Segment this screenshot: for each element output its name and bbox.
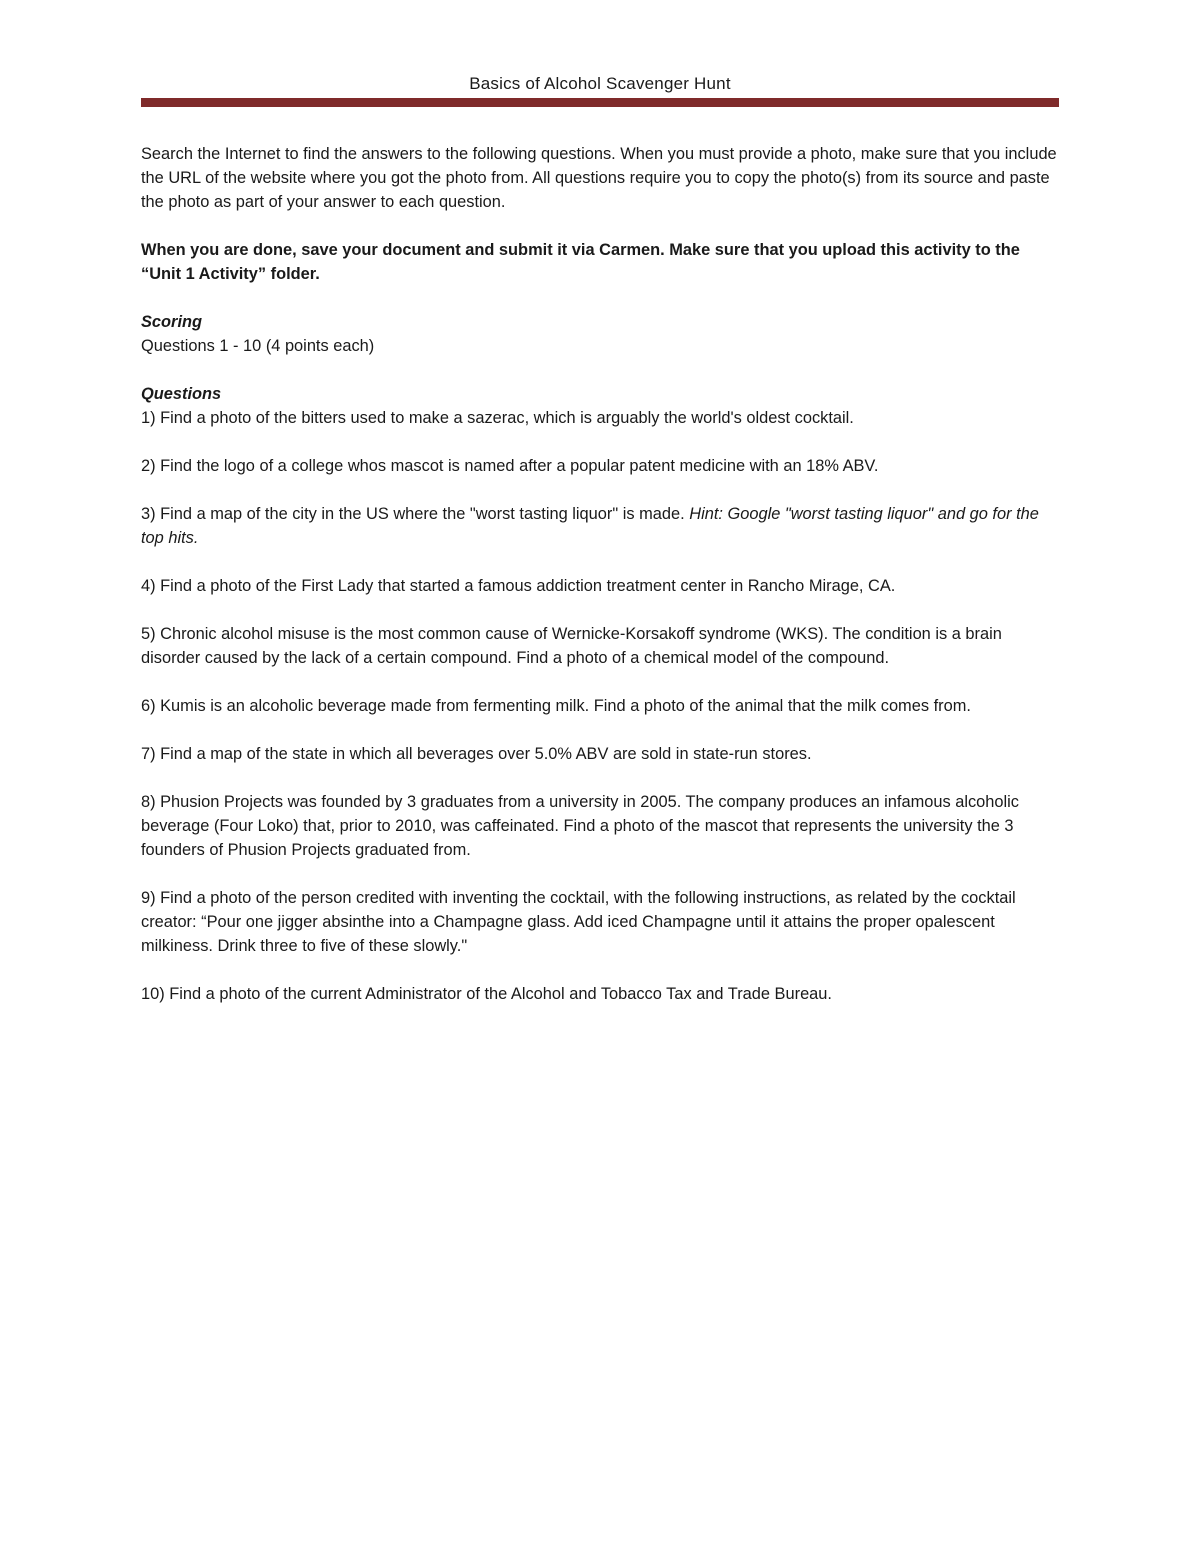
header-divider: [141, 98, 1059, 107]
question-9: 9) Find a photo of the person credited with inventing the cocktail, with the following instructions, as related by the cocktail creator: “Pour one jigger absinthe into a Champagne glass. Add iced Champagne until it attains the proper opalescent milkiness. Drink three to five of these slowly.": [141, 889, 1016, 955]
question-1: 1) Find a photo of the bitters used to make a sazerac, which is arguably the world's oldest cocktail.: [141, 409, 854, 427]
question-3-text: 3) Find a map of the city in the US where the "worst tasting liquor" is made.: [141, 505, 685, 523]
submission-instructions: When you are done, save your document and submit it via Carmen. Make sure that you upload this activity to the “Unit 1 Activity” folder.: [141, 241, 1020, 283]
document-header-title: Basics of Alcohol Scavenger Hunt: [469, 74, 731, 93]
question-3-hint: Hint: Google "worst tasting liquor" and go for the top hits.: [141, 505, 1039, 547]
question-4: 4) Find a photo of the First Lady that started a famous addiction treatment center in Rancho Mirage, CA.: [141, 577, 896, 595]
document-body: [141, 142, 1061, 1030]
question-5: 5) Chronic alcohol misuse is the most common cause of Wernicke-Korsakoff syndrome (WKS). The condition is a brain disorder caused by the lack of a certain compound. Find a photo of a chemical model of the compound.: [141, 625, 1002, 667]
question-8: 8) Phusion Projects was founded by 3 graduates from a university in 2005. The company produces an infamous alcoholic beverage (Four Loko) that, prior to 2010, was caffeinated. Find a photo of the mascot that represents the university the 3 founders of Phusion Projects graduated from.: [141, 793, 1020, 859]
questions-heading: Questions: [141, 385, 222, 403]
intro-paragraph: Search the Internet to find the answers to the following questions. When you must provide a photo, make sure that you include the URL of the website where you got the photo from. All questions require you to copy the photo(s) from its source and paste the photo as part of your answer to each question.: [141, 145, 1057, 211]
scoring-text: Questions 1 - 10 (4 points each): [141, 337, 375, 355]
scoring-heading: Scoring: [141, 313, 203, 331]
question-10: 10) Find a photo of the current Administrator of the Alcohol and Tobacco Tax and Trade Bureau.: [141, 985, 832, 1003]
question-3: [141, 502, 1061, 550]
question-2: 2) Find the logo of a college whos mascot is named after a popular patent medicine with an 18% ABV.: [141, 457, 879, 475]
question-7: 7) Find a map of the state in which all beverages over 5.0% ABV are sold in state-run stores.: [141, 745, 812, 763]
question-6: 6) Kumis is an alcoholic beverage made from fermenting milk. Find a photo of the animal that the milk comes from.: [141, 697, 971, 715]
